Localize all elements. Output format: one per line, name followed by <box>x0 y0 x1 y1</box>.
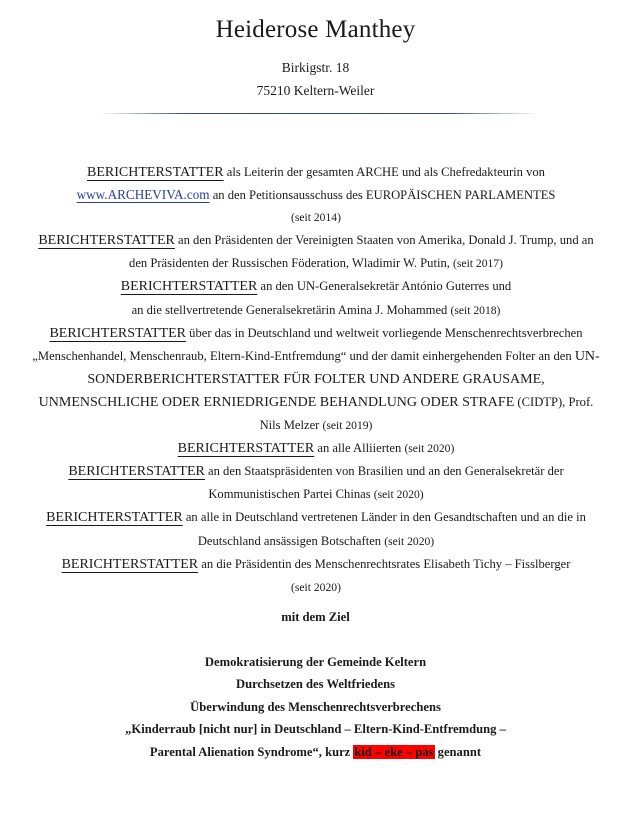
entry-text: an die Präsidentin des Menschenrechtsrates Elisabeth Tichy – Fisslberger <box>198 556 571 571</box>
entry-keyword: BERICHTERSTATTER <box>49 325 186 341</box>
entry-caps-text: UN-SONDERBERICHTERSTATTER FÜR FOLTER UND ANDERE GRAUSAME, UNMENSCHLICHE ODER ERNIEDRIGENDE BEHANDLUNG ODER STRAFE <box>38 348 600 410</box>
goal-line-final <box>0 741 631 764</box>
highlighted-acronym: kid – eke – pas <box>354 744 434 759</box>
entry-usa-russia <box>28 229 604 275</box>
goal-line: Überwindung des Menschenrechtsverbrechens <box>190 699 441 714</box>
goal-lead: mit dem Ziel <box>281 610 350 624</box>
entry-since: (seit 2020) <box>384 534 435 548</box>
entry-keyword: BERICHTERSTATTER <box>38 233 175 249</box>
entry-since: (seit 2018) <box>450 303 501 317</box>
entry-since: (seit 2014) <box>291 211 341 225</box>
letterhead <box>0 14 631 102</box>
entry-human-rights-council <box>28 553 604 599</box>
entry-keyword: BERICHTERSTATTER <box>46 510 183 526</box>
entry-un-torture <box>28 322 604 437</box>
author-name: Heiderose Manthey <box>215 16 416 43</box>
entry-text: (CIDTP), Prof. Nils Melzer <box>259 394 594 433</box>
entry-allies <box>28 437 604 460</box>
goal-section <box>0 606 631 763</box>
entry-keyword: BERICHTERSTATTER <box>120 279 258 295</box>
entry-text: an den UN-Generalsekretär António Guterres und <box>257 279 512 294</box>
entry-text: an den Staatspräsidenten von Brasilien und an den Generalsekretär der Kommunistischen Partei Chinas <box>204 464 564 502</box>
entry-text: an alle in Deutschland vertretenen Länder in den Gesandtschaften und an die in Deutschland ansässigen Botschaften <box>182 510 586 548</box>
entry-keyword: BERICHTERSTATTER <box>61 556 199 572</box>
entry-since: (seit 2020) <box>373 488 424 502</box>
entry-text: als Leiterin der gesamten ARCHE und als Chefredakteurin von <box>223 165 545 179</box>
city-address: 75210 Keltern-Weiler <box>256 83 375 98</box>
archeviva-link[interactable]: www.ARCHEVIVA.com <box>76 187 210 203</box>
entry-since: (seit 2017) <box>453 257 503 271</box>
goal-text: Parental Alienation Syndrome“, kurz <box>149 744 354 759</box>
entry-brazil-china <box>28 460 604 506</box>
entry-text: über das in Deutschland und weltweit vorliegende Menschenrechtsverbrechen „Menschenhandel, Menschenraub, Eltern-Kind-Entfremdung“ und der damit einhergehenden Folter an den <box>32 325 583 363</box>
entry-petitions <box>28 161 604 229</box>
entry-since: (seit 2019) <box>322 419 373 433</box>
goal-text: genannt <box>434 744 482 759</box>
entry-since: (seit 2020) <box>404 442 455 456</box>
entry-embassies <box>28 506 604 552</box>
entry-text: an den Präsidenten der Vereinigten Staaten von Amerika, Donald J. Trump, und an den Präsidenten der Russischen Föderation, Wladimir W. Putin, <box>129 233 594 271</box>
goal-line: Durchsetzen des Weltfriedens <box>235 677 396 691</box>
header-divider <box>98 113 538 114</box>
entry-keyword: BERICHTERSTATTER <box>68 464 205 480</box>
goal-line: „Kinderraub [nicht nur] in Deutschland – Eltern-Kind-Entfremdung – <box>125 722 506 736</box>
street-address: Birkigstr. 18 <box>281 60 350 75</box>
entry-text: an alle Alliierten <box>314 441 405 456</box>
goal-line: Demokratisierung der Gemeinde Keltern <box>204 654 427 669</box>
entry-keyword: BERICHTERSTATTER <box>177 441 315 457</box>
entry-text: an die stellvertretende Generalsekretärin Amina J. Mohammed <box>131 302 451 317</box>
entry-since: (seit 2020) <box>291 580 341 594</box>
entry-un-secretary <box>28 275 604 321</box>
entry-text: an den Petitionsausschuss des EUROPÄISCHEN PARLAMENTES <box>209 188 556 203</box>
entry-keyword: BERICHTERSTATTER <box>87 165 224 180</box>
reporter-list <box>28 161 604 599</box>
